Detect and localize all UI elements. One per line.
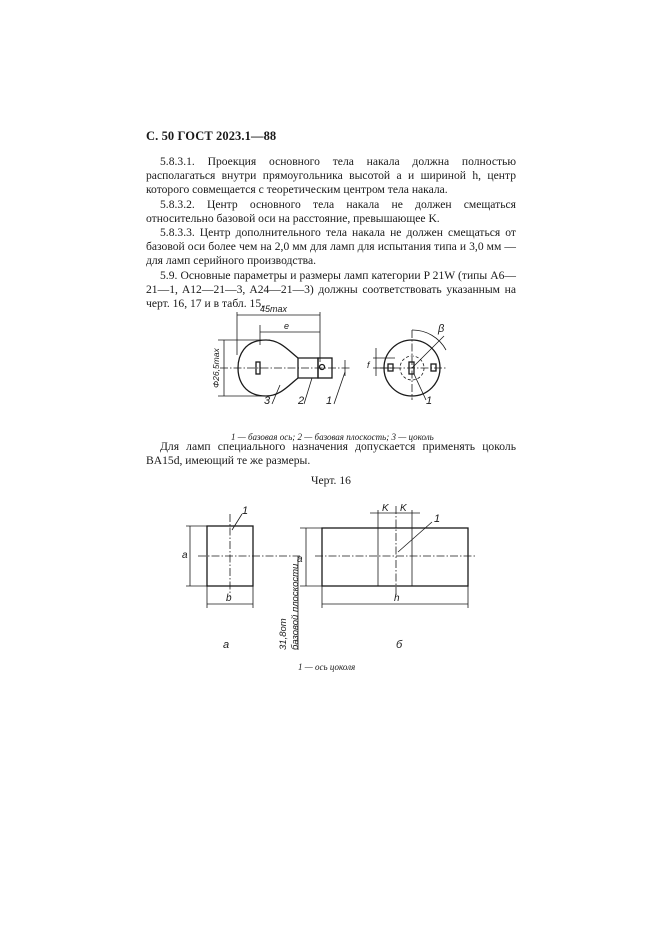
callout-3: 3	[264, 395, 271, 407]
paragraph-5-8-3-1: 5.8.3.1. Проекция основного тела накала должна полностью располагаться внутри прямоугольника высотой a и шириной h, центр которого совмещается с теоретическим центром тела накала.	[146, 155, 516, 197]
end-pin-right	[431, 364, 436, 371]
callout-1-a: 1	[242, 505, 249, 517]
paragraph-5-9: 5.9. Основные параметры и размеры ламп категории P 21W (типы A6—21—1, A12—21—3, A24—21—3) должны соответствовать указанным на черт. 16, 17 и в табл. 15.	[146, 268, 516, 311]
label-k-2: K	[400, 503, 407, 514]
sub-label-b: б	[396, 639, 403, 651]
callout-1: 1	[326, 395, 333, 407]
angle-beta-label: β	[438, 323, 445, 335]
leader-2	[304, 378, 312, 404]
figure17-caption: 1 — ось цоколя	[298, 662, 356, 672]
paragraph-5-8-3-2: 5.8.3.2. Центр основного тела накала не должен смещаться относительно базовой оси на расстояние, превышающее K.	[146, 197, 516, 225]
dim-f-label: f	[367, 360, 370, 370]
dim-45max-label: 45max	[260, 304, 288, 314]
base-pin	[320, 365, 325, 370]
figure16-title: Черт. 16	[311, 474, 351, 487]
note-text	[146, 440, 516, 468]
dim-diameter-label: Φ26,5max	[211, 348, 221, 388]
dim-31-8-label: 31,8от	[278, 618, 289, 650]
label-a-right: a	[297, 554, 303, 565]
page-header: С. 50 ГОСТ 2023.1—88	[146, 129, 277, 143]
leader-1-b	[398, 522, 432, 552]
leader-1-a	[232, 514, 242, 530]
label-k-1: K	[382, 503, 389, 514]
leader-1	[334, 372, 345, 404]
box-b	[322, 528, 468, 586]
body-text	[146, 155, 516, 311]
dim-e-label: e	[284, 321, 290, 331]
filament-box-drawing	[180, 500, 510, 660]
note-paragraph: Для ламп специального назначения допускается применять цоколь BA15d, имеющий те же размеры.	[146, 440, 516, 468]
dim-31-8-sub: базовой плоскости	[290, 563, 301, 650]
end-pin-left	[388, 364, 393, 371]
label-b: b	[226, 593, 232, 604]
callout-2: 2	[298, 395, 305, 407]
label-a-left: a	[182, 550, 188, 561]
paragraph-5-8-3-3: 5.8.3.3. Центр дополнительного тела накала не должен смещаться от базовой оси более чем на 2,0 мм для ламп для испытания типа и 3,0 мм — для ламп серийного производства.	[146, 226, 516, 268]
callout-1-b: 1	[434, 513, 441, 525]
figure16-caption: 1 — базовая ось; 2 — базовая плоскость; 3 — цоколь	[231, 432, 434, 442]
callout-1-end: 1	[426, 395, 433, 407]
lamp-drawing	[200, 300, 500, 420]
sub-label-a: а	[223, 639, 230, 651]
label-h: h	[394, 593, 400, 604]
